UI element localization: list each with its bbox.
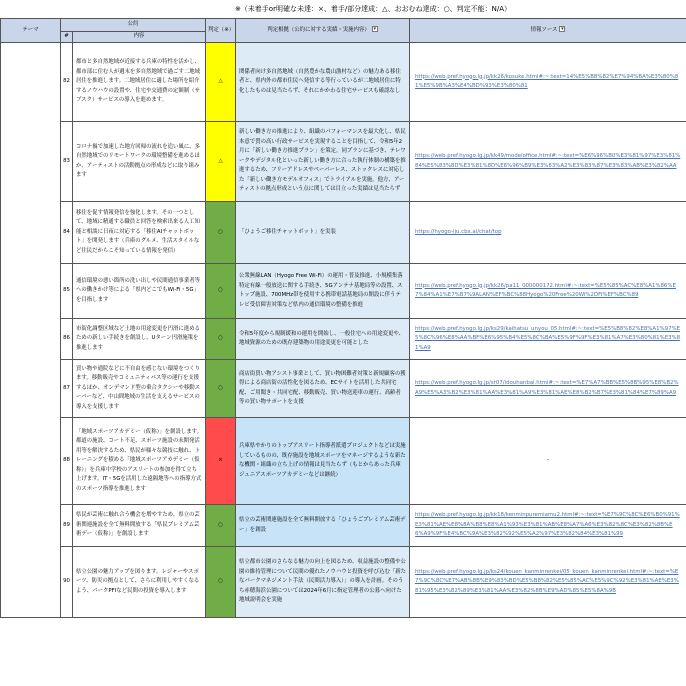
table-row[interactable] <box>1 264 686 319</box>
header-source-label: 情報ソース <box>530 26 558 33</box>
source-link[interactable]: https://web.pref.hyogo.lg.jp/ks24/kouen_kanminrenkei/05_kouen_kanminrenkei.html#:~:text=%E7%9C%8C%E7%AB%8B%E9%83%BD%E5%B8%82%E5%85%AC%E5%9C%92%E3%81%AE%E3%81%95%E3%82%89%E3%81%AA%E3%82%8B%E9%AD%85%E5%8A%9B <box>410 547 686 618</box>
header-judge[interactable] <box>206 19 236 43</box>
source-link[interactable]: https://web.pref.hyogo.lg.jp/kk26/pa11_000000172.html#:~:text=%E5%85%AC%E8%A1%86%E7%84%A1%E7%B7%9ALAN%EF%BC%88Hyogo%20Free%20Wi%2DFi%EF%BC%89 <box>410 264 686 319</box>
judgement-cell[interactable]: × <box>206 418 236 505</box>
judgement-cell[interactable]: ○ <box>206 319 236 360</box>
pledge-content-cell[interactable]: 県立公園の魅力アップを図ります。レジャーやスポーツ、防災の拠点として、さらに利用しやすくなるよう、パークPFIなど民間の投資を導入します <box>73 547 206 618</box>
pledge-content-cell[interactable]: 都市と多自然地域が近接する兵庫の特性を活かし、都市部に住む人が週末を多自然地域で過ごす二地域居住を推進します。二地域居住に適した場所を紹介するノウハウの設置や、住宅や交通費の定額制（サブスク）サービスの導入を進めます。 <box>73 43 206 122</box>
filter-dropdown-icon[interactable]: ▾ <box>373 26 376 33</box>
source-link[interactable]: https://web.pref.hyogo.lg.jp/sr07/idouhanbai.html#:~:text=%E7%A7%BB%E5%8B%95%E8%B2%A9%E5%A3%B2%E3%81%AA%E3%81%A9%E3%81%AE%E8%B2%B7%E3%81%84%E7%89%A9 <box>410 360 686 418</box>
source-empty-cell[interactable]: - <box>410 418 686 505</box>
pledge-content-cell[interactable]: 市街化調整区域など土地の用途変更を円滑に進めるための新しい手続きを創設し、Uターン円滑施策を推進します <box>73 319 206 360</box>
judgement-basis-cell[interactable]: 公衆無線LAN（Hyogo Free Wi-Fi）の運用・普及推進、小規模集落特定有線一般放送に関する手続き、5Gアンテナ基地局等の設置、ストップ施設、700MHz帯を使用する携帯電話基地局の開設に伴うテレビ受信障害対策など県内の通信環境の整備を推進 <box>236 264 410 319</box>
source-link[interactable]: https://web.pref.hyogo.lg.jp/kk18/kenminpuremiamu2.html#:~:text=%E7%9C%8C%E6%B0%91%E3%81%AE%E8%8A%B8%E8%A1%93%E3%81%AB%E8%A7%A6%E3%82%8C%E3%82%8B%E6%A9%9F%E4%BC%9A%E3%82%92%E5%A2%97%E3%82%84%E3%81%99 <box>410 505 686 547</box>
pledge-content-cell[interactable]: 移住を促す情報発信を強化します。その一つとして、地域に精通する職員と回答を検索出来る人工知能と相談に日夜に対応する「移住AIチャットボット」を開発します（兵庫のグルメ、生活スタイルなど住民だからこそ知っている情報を発信） <box>73 202 206 264</box>
source-link[interactable]: https://hyogo-iju.cbx.ai/chat/top <box>410 202 686 264</box>
table-row[interactable] <box>1 505 686 547</box>
header-num[interactable]: # <box>61 32 73 43</box>
judgement-basis-cell[interactable]: 兵庫県やかりのトップアスリート指導者派遣プロジェクトなどは実施しているものの、既存施設を地域スポーツをマネージするような新たな機関・組織の立ち上げの情報は見当たらず（もとからあった兵庫ジュニアスポーツアカデミーなどは継続） <box>236 418 410 505</box>
row-number-cell[interactable]: 83 <box>61 122 73 202</box>
judgement-basis-cell[interactable]: 県立都市公園のさらなる魅力の向上を図るため、収益施設の整備や公園の維持管理について民間の優れたノウハウと投資を呼び込む「新たなパークマネジメント手法（民間活力導入）」の導入を計画。そのうち赤穂海浜公園については2024年6月に指定管理者の公募へ向けた地域説明会を実施 <box>236 547 410 618</box>
judgement-basis-cell[interactable]: 関係者向け多自然地域（自然豊かな農山漁村など）の魅力ある移住者と、県内外の都市住民へ発信する等行っているが二地域居住に特化したものは見当たらず、それにかかわる住宅サービスも確認なし <box>236 43 410 122</box>
pledge-content-cell[interactable]: 通信環境の悪い箇所の洗い出しや民間通信事業者等への働きかけ等による「県内どこでもWi-Fi・5G」を目指します <box>73 264 206 319</box>
table-row[interactable] <box>1 418 686 505</box>
row-number-cell[interactable]: 85 <box>61 264 73 319</box>
header-content[interactable]: 内容 <box>73 32 206 43</box>
header-source[interactable] <box>410 19 686 43</box>
pledge-content-cell[interactable]: コロナ禍で加速した地方回帰の流れを追い風に、多自然地域でのリモートワークの環境整備を進めるほか、アーティストの活動拠点の形成などに取り組みます <box>73 122 206 202</box>
header-pledge[interactable]: 公約 <box>61 19 206 32</box>
row-number-cell[interactable]: 82 <box>61 43 73 122</box>
source-link[interactable]: https://web.pref.hyogo.lg.jp/kk26/kosuke.html#:~:text=14%E5%B8%82%E7%94%BA%E3%80%81%E5%9B%A3%E4%BD%93%E3%80%81 <box>410 43 686 122</box>
table-row[interactable] <box>1 122 686 202</box>
pledge-content-cell[interactable]: 県民が芸術に触れ合う機会を増やすため、県立の芸術関連施設を全て無料開放する「県民プレミアム芸術デー（仮称）」を創設します <box>73 505 206 547</box>
judgement-basis-cell[interactable]: 令和5年度から規制緩和の運用を開始し、一般住宅への用途変更や、地域資源のための既存建築物の用途変更を可能とした <box>236 319 410 360</box>
theme-cell[interactable] <box>1 43 61 618</box>
judgement-legend: ※（未着手or明確な未達：×、着手/部分達成：△、おおむね達成：○、判定不能：N/A） <box>234 5 512 13</box>
judgement-basis-cell[interactable]: 商店街買い物アシスト事業として、買い物困難者対策と新規顧客の獲得による商店街の活性化を図るため、ECサイトを活用した共同宅配、ご用聞き・共同宅配、移動販売、買い物送迎車の運行、高齢者等の買い物サポートを支援 <box>236 360 410 418</box>
table-row[interactable] <box>1 547 686 618</box>
judgement-cell[interactable]: ○ <box>206 547 236 618</box>
judgement-basis-cell[interactable]: 新しい働き方の推進により、組織のパフォーマンスを最大化し、県民本意で質の高い行政サービスを実現することを目指して、令和5年2月に「新しい働き方推進プラン」を策定。同プランに基づき、テレワークやデジタル化といった新しい働き方に合った執行体制の構築を推進するため、フリーアドレスやペーパーレス、ストックレスに対応した「新しい働き方モデルオフィス」でトライアルを実施。他方、アーティストの拠点形成という点に関しては目立った実績は見当たらず <box>236 122 410 202</box>
header-judge-label: 判定（※） <box>208 26 235 33</box>
judgement-cell[interactable]: ○ <box>206 505 236 547</box>
header-theme[interactable]: テーマ <box>1 19 61 43</box>
row-number-cell[interactable]: 84 <box>61 202 73 264</box>
judgement-cell[interactable]: △ <box>206 122 236 202</box>
table-row[interactable] <box>1 360 686 418</box>
row-number-cell[interactable]: 90 <box>61 547 73 618</box>
table-row[interactable] <box>1 43 686 122</box>
source-link[interactable]: https://web.pref.hyogo.lg.jp/kk49/modeloffice.html#:~:text=%E6%96%B0%E3%81%97%E3%81%84%E5%83%8D%E3%81%8D%E6%96%B9%E3%83%A2%E3%83%87%E3%83%AB%E3%82%AA <box>410 122 686 202</box>
header-basis-label: 判定根拠（公約に対する実績・実施内容） <box>267 26 370 33</box>
row-number-cell[interactable]: 89 <box>61 505 73 547</box>
judgement-cell[interactable]: ○ <box>206 360 236 418</box>
judgement-cell[interactable]: ○ <box>206 202 236 264</box>
pledge-evaluation-table <box>0 18 686 618</box>
row-number-cell[interactable]: 87 <box>61 360 73 418</box>
pledge-content-cell[interactable]: 「地域スポーツアカデミー（仮称）」を創設します。都道の施設、コート不足、スポーツ施設の未開発活用等を解決するため、県民が様々な競技に触れ、トレーニングを積める「地域スポーツアカデミー（仮称）」を兵庫中学校のアスリートの参加を得て立ち上げます。IT・5Gを活用した遠隔地等への指導方式のスポーツ指導を推進します <box>73 418 206 505</box>
filter-dropdown-icon[interactable]: ▾ <box>561 26 564 33</box>
judgement-cell[interactable]: △ <box>206 43 236 122</box>
judgement-basis-cell[interactable]: 県立の芸術関連施設を全て無料開放する「ひょうごプレミアム芸術デー」を創設 <box>236 505 410 547</box>
row-number-cell[interactable]: 88 <box>61 418 73 505</box>
source-link[interactable]: https://web.pref.hyogo.lg.jp/ks29/kaihatsu_unyou_05.html#:~:text=%E5%B8%82%E8%A1%97%E5%8C%96%E8%AA%BF%E6%95%B4%E5%8C%BA%E5%9F%9F%E3%81%A7%E3%80%81%E3%81%A9 <box>410 319 686 360</box>
judgement-cell[interactable]: ○ <box>206 264 236 319</box>
header-basis[interactable] <box>236 19 410 43</box>
row-number-cell[interactable]: 86 <box>61 319 73 360</box>
pledge-content-cell[interactable]: 買い物や通院などに不自由を感じない環境をつくります。移動販売やコミュニティバス等の運行を支援するほか、オンデマンド型の乗合タクシーや移動スーパーなど、中山間地域の生活を支えるサービスの導入を支援します <box>73 360 206 418</box>
table-row[interactable] <box>1 202 686 264</box>
judgement-basis-cell[interactable]: 「ひょうご移住チャットボット」を実装 <box>236 202 410 264</box>
table-row[interactable] <box>1 319 686 360</box>
